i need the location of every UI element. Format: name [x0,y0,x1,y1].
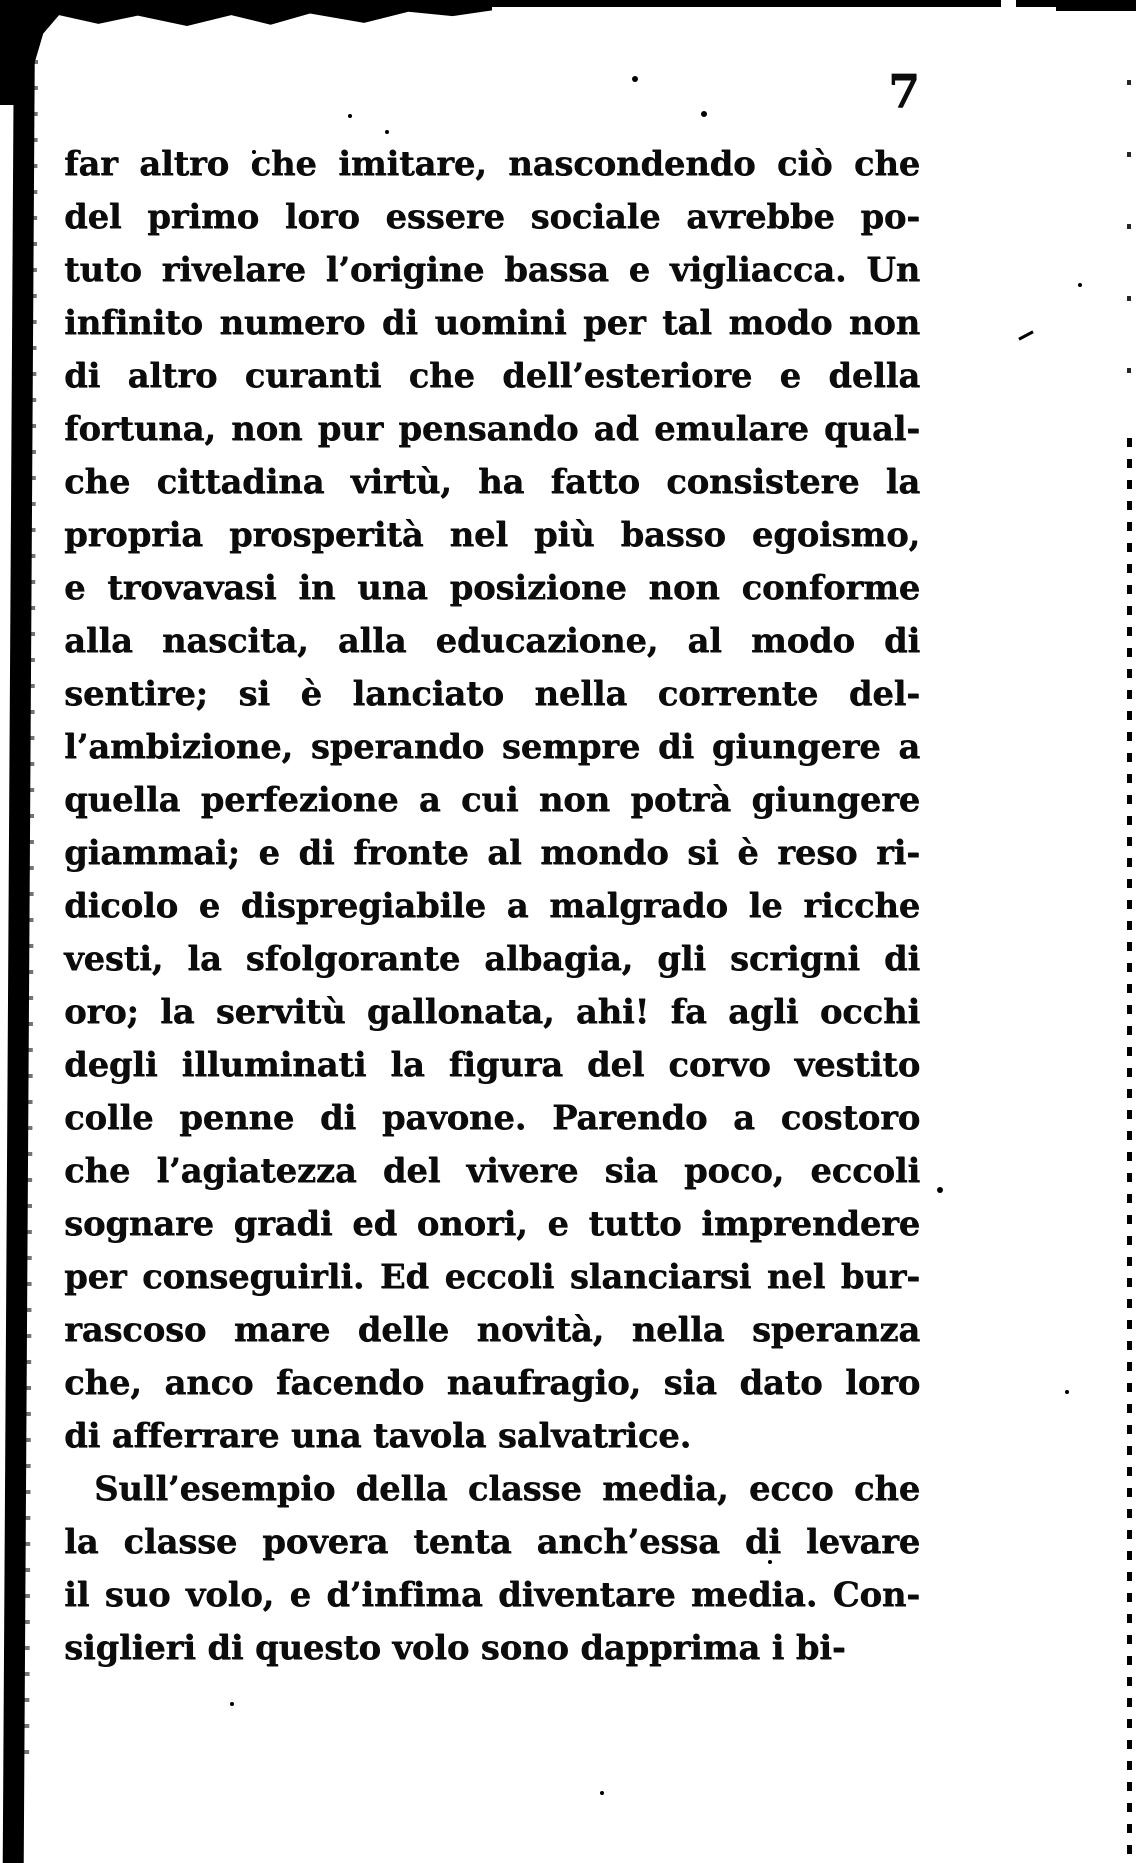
text-line: oro; la servitù gallonata, ahi! fa agli occhi [64,992,920,1032]
scan-slash-mark [1018,330,1034,340]
scan-speckles [348,114,352,118]
text-line: rascoso mare delle novità, nella speranza [64,1310,920,1350]
page-number: 7 [888,64,921,118]
text-line: propria prosperità nel più basso egoismo, [64,515,920,555]
text-line: quella perfezione a cui non potrà giungere [64,780,920,820]
text-line: fortuna, non pur pensando ad emulare qual- [64,409,920,449]
text-line: dicolo e dispregiabile a malgrado le ricche [64,886,920,926]
scan-right-edge-dashes-top [1127,80,1131,430]
text-line: che, anco facendo naufragio, sia dato loro [64,1363,920,1403]
text-line: degli illuminati la figura del corvo vestito [64,1045,920,1085]
scan-top-edge-band [0,0,492,26]
text-line: far altro che imitare, nascondendo ciò che [64,144,920,184]
text-line: sentire; si è lanciato nella corrente del- [64,674,920,714]
text-line: colle penne di pavone. Parendo a costoro [64,1098,920,1138]
text-line: per conseguirli. Ed eccoli slanciarsi nel bur- [64,1257,920,1297]
text-line: di altro curanti che dell’esteriore e della [64,356,920,396]
text-line: che l’agiatezza del vivere sia poco, eccoli [64,1151,920,1191]
text-line: del primo loro essere sociale avrebbe po- [64,197,920,237]
text-line: e trovavasi in una posizione non conforme [64,568,920,608]
text-line: che cittadina virtù, ha fatto consistere la [64,462,920,502]
body-text [64,138,920,1675]
text-line-paragraph-start: Sull’esempio della classe media, ecco che [94,1469,920,1509]
text-line: tuto rivelare l’origine bassa e vigliacca. Un [64,250,920,290]
scan-top-edge-band-right [1056,0,1136,11]
text-line: vesti, la sfolgorante albagia, gli scrigni di [64,939,920,979]
text-line: giammai; e di fronte al mondo si è reso ri- [64,833,920,873]
scan-top-edge-gap [1001,0,1016,9]
text-line: il suo volo, e d’infima diventare media. Con- [64,1575,920,1615]
text-line: l’ambizione, sperando sempre di giungere a [64,727,920,767]
text-line: la classe povera tenta anch’essa di levare [64,1522,920,1562]
text-line: infinito numero di uomini per tal modo non [64,303,920,343]
text-line: alla nascita, alla educazione, al modo di [64,621,920,661]
text-line-page-end: siglieri di questo volo sono dapprima i bi- [64,1628,846,1668]
scan-right-edge-dashes [1127,438,1132,1858]
text-line-paragraph-end: di afferrare una tavola salvatrice. [64,1416,692,1456]
text-line: sognare gradi ed onori, e tutto imprendere [64,1204,920,1244]
